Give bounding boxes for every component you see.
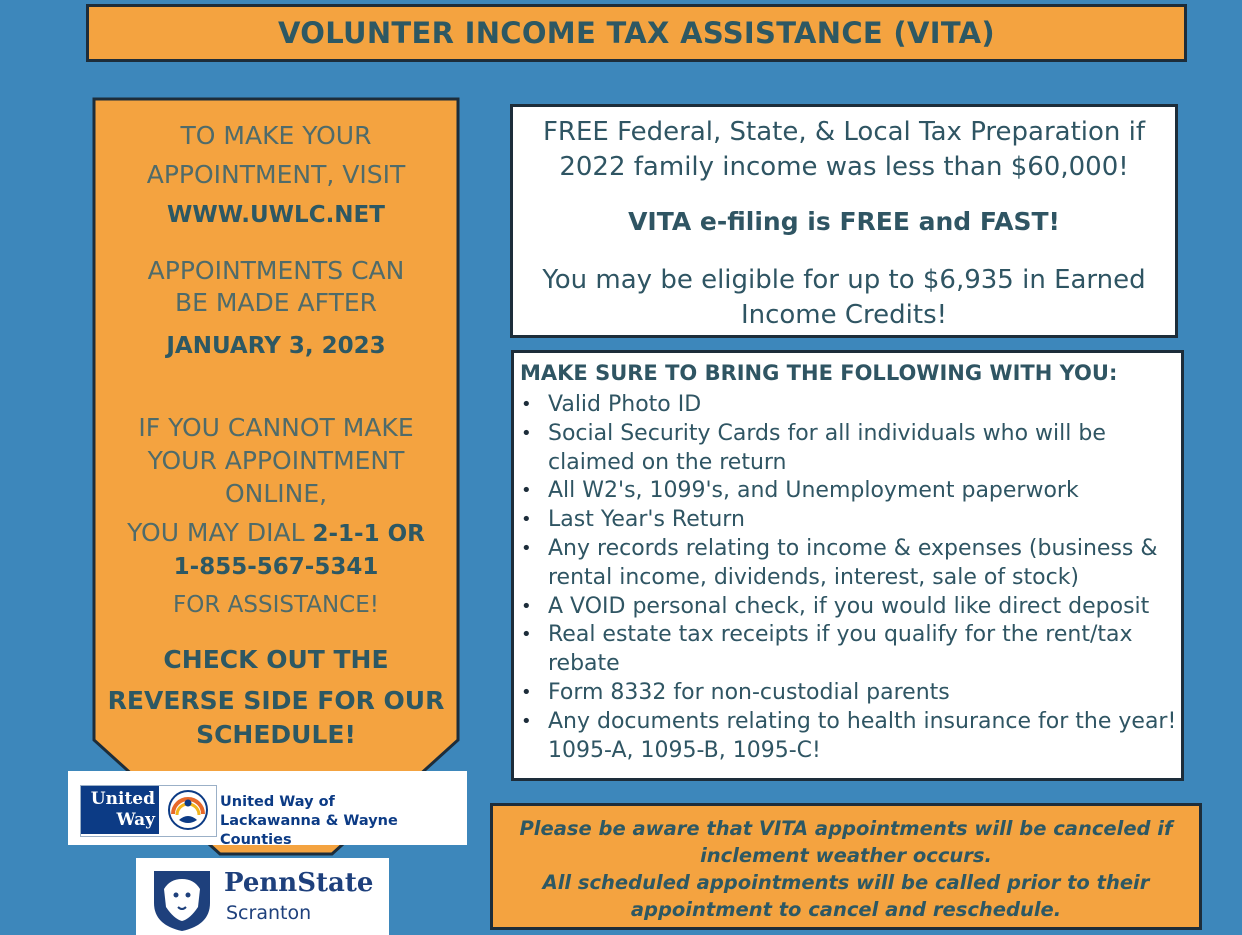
nittany-lion-shield-icon bbox=[150, 867, 214, 933]
efile-line: VITA e-filing is FREE and FAST! bbox=[628, 207, 1060, 236]
notice-line-3: All scheduled appointments will be called prior to their bbox=[542, 871, 1150, 894]
cannot-line-2: YOUR APPOINTMENT bbox=[147, 446, 405, 475]
list-item: • Valid Photo ID bbox=[514, 391, 1181, 420]
website-link[interactable]: WWW.UWLC.NET bbox=[167, 202, 385, 228]
list-item: • Last Year's Return bbox=[514, 506, 1181, 535]
penn-state-name: PennState bbox=[224, 868, 374, 898]
notice-line-2: inclement weather occurs. bbox=[700, 844, 992, 867]
weather-notice bbox=[490, 803, 1202, 930]
free-line-2: 2022 family income was less than $60,000! bbox=[559, 152, 1129, 182]
notice-line-4: appointment to cancel and reschedule. bbox=[630, 898, 1062, 921]
list-item: • Form 8332 for non-custodial parents bbox=[514, 679, 1181, 708]
checklist-heading: MAKE SURE TO BRING THE FOLLOWING WITH YOU: bbox=[520, 361, 1118, 385]
page-title: VOLUNTER INCOME TAX ASSISTANCE (VITA) bbox=[278, 16, 995, 50]
list-item: • A VOID personal check, if you would like direct deposit bbox=[514, 593, 1181, 622]
list-item: • Any records relating to income & expenses (business & rental income, dividends, interest, sale of stock) bbox=[514, 535, 1181, 593]
free-line-1: FREE Federal, State, & Local Tax Preparation if bbox=[542, 117, 1146, 147]
logo-word-united: United bbox=[90, 789, 155, 809]
list-item: • Any documents relating to health insurance for the year! 1095-A, 1095-B, 1095-C! bbox=[514, 708, 1181, 766]
dial-prefix: YOU MAY DIAL bbox=[127, 518, 313, 547]
start-date: JANUARY 3, 2023 bbox=[166, 333, 386, 359]
check-line-3: SCHEDULE! bbox=[196, 720, 356, 749]
united-way-name bbox=[220, 793, 467, 850]
check-line-1: CHECK OUT THE bbox=[163, 645, 389, 674]
credit-line-1: You may be eligible for up to $6,935 in Earned bbox=[542, 265, 1146, 295]
united-way-card bbox=[68, 771, 467, 848]
uw-name-line-2: Lackawanna & Wayne Counties bbox=[220, 813, 398, 848]
check-line-2: REVERSE SIDE FOR OUR bbox=[107, 686, 445, 715]
cannot-line-3: ONLINE, bbox=[224, 479, 328, 508]
appointment-panel bbox=[92, 97, 460, 857]
dial-line bbox=[92, 518, 460, 547]
list-item: • All W2's, 1099's, and Unemployment paperwork bbox=[514, 477, 1181, 506]
uw-name-line-1: United Way of bbox=[220, 794, 335, 810]
dial-number: 2-1-1 OR bbox=[312, 521, 425, 547]
list-item: • Social Security Cards for all individuals who will be claimed on the return bbox=[514, 420, 1181, 478]
credit-line-2: Income Credits! bbox=[740, 300, 948, 330]
checklist bbox=[514, 391, 1181, 765]
title-banner bbox=[86, 4, 1187, 62]
after-line-2: BE MADE AFTER bbox=[174, 288, 378, 317]
united-way-logo bbox=[80, 785, 217, 837]
penn-state-campus: Scranton bbox=[226, 902, 312, 924]
visit-line-1: TO MAKE YOUR bbox=[180, 121, 372, 150]
visit-line-2: APPOINTMENT, VISIT bbox=[146, 160, 406, 189]
phone-number: 1-855-567-5341 bbox=[173, 554, 379, 580]
hand-rainbow-icon bbox=[165, 788, 211, 832]
logo-word-way: Way bbox=[116, 810, 155, 830]
list-item: • Real estate tax receipts if you qualify for the rent/tax rebate bbox=[514, 621, 1181, 679]
free-prep-box bbox=[510, 104, 1178, 338]
assistance-line: FOR ASSISTANCE! bbox=[173, 592, 379, 618]
notice-line-1: Please be aware that VITA appointments will be canceled if bbox=[519, 817, 1173, 840]
penn-state-card bbox=[136, 858, 389, 935]
after-line-1: APPOINTMENTS CAN bbox=[147, 256, 405, 285]
cannot-line-1: IF YOU CANNOT MAKE bbox=[138, 413, 414, 442]
checklist-box bbox=[511, 350, 1184, 781]
